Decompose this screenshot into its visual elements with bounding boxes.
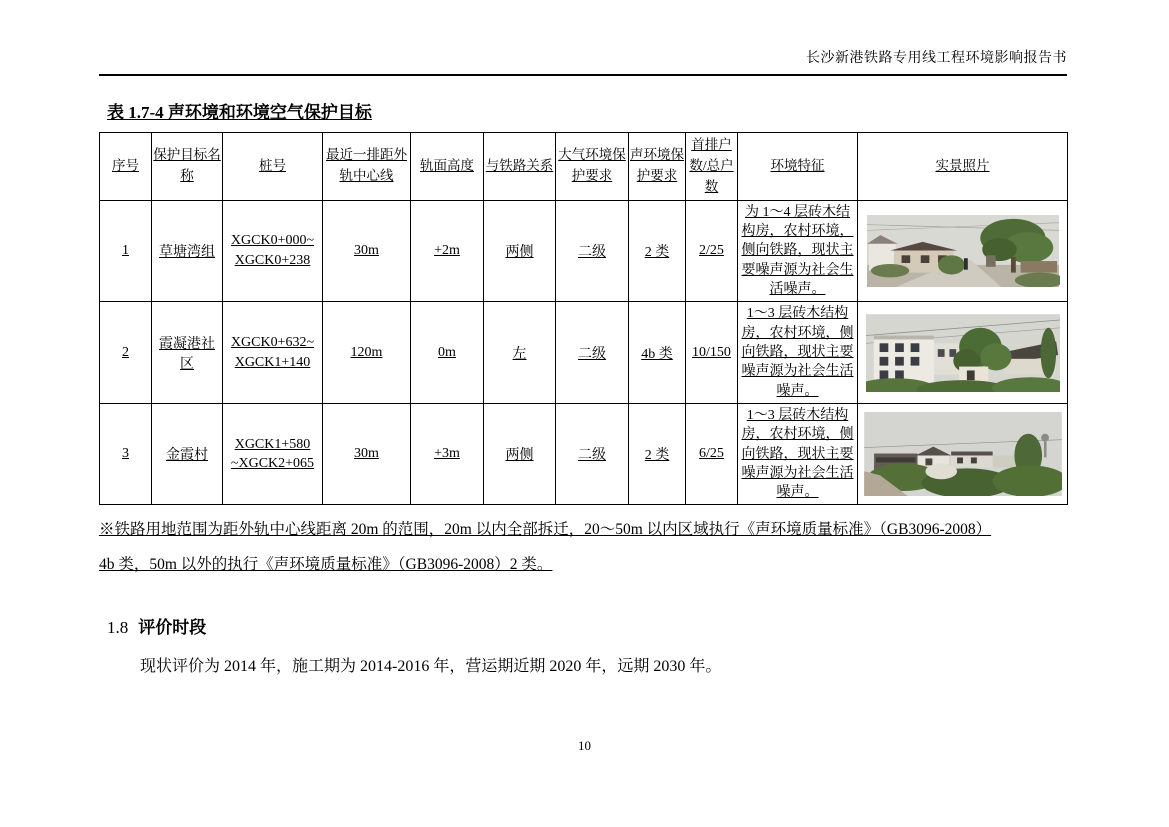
cell-households: 10/150 xyxy=(686,302,738,404)
stake-line-2: ~XGCK2+065 xyxy=(230,456,315,472)
table-header-row xyxy=(100,133,1068,201)
cell-env-feature: 为 1～4 层砖木结构房，农村环境，侧向铁路，现状主要噪声源为社会生活噪声。 xyxy=(738,200,858,302)
stake-line-2: XGCK1+140 xyxy=(234,354,311,370)
cell-distance: 30m xyxy=(323,200,411,302)
cell-name: 霞凝港社区 xyxy=(152,302,223,404)
cell-seq: 1 xyxy=(100,200,152,302)
cell-relation: 两侧 xyxy=(484,403,556,505)
stake-line-1: XGCK0+632~ xyxy=(230,335,315,351)
col-header-seq: 序号 xyxy=(100,133,152,201)
section-title: 评价时段 xyxy=(138,618,207,638)
col-header-households: 首排户数/总户数 xyxy=(686,133,738,201)
stake-line-1: XGCK1+580 xyxy=(234,436,311,452)
section-heading-1-8 xyxy=(107,613,1067,638)
footnote-line-2: 4b 类，50m 以外的执行《声环境质量标准》（GB3096-2008）2 类。 xyxy=(99,556,553,574)
col-header-distance: 最近一排距外轨中心线 xyxy=(323,133,411,201)
cell-site-photo xyxy=(858,302,1068,404)
col-header-env: 环境特征 xyxy=(738,133,858,201)
cell-households: 6/25 xyxy=(686,403,738,505)
cell-distance: 30m xyxy=(323,403,411,505)
table-title: 表 1.7-4 声环境和环境空气保护目标 xyxy=(107,103,372,122)
site-photo-village-road xyxy=(866,215,1060,287)
cell-stake xyxy=(223,200,323,302)
cell-rail-height: 0m xyxy=(411,302,484,404)
site-photo-white-buildings xyxy=(866,314,1060,392)
cell-site-photo xyxy=(858,200,1068,302)
section-body-paragraph: 现状评价为 2014 年，施工期为 2014-2016 年，营运期近期 2020 年，远期 2030 年。 xyxy=(140,658,722,676)
col-header-photo: 实景照片 xyxy=(858,133,1068,201)
cell-noise: 2 类 xyxy=(629,200,686,302)
document-header-title: 长沙新港铁路专用线工程环境影响报告书 xyxy=(806,51,1067,66)
col-header-rail-height: 轨面高度 xyxy=(411,133,484,201)
col-header-stake: 桩号 xyxy=(223,133,323,201)
col-header-relation: 与铁路关系 xyxy=(484,133,556,201)
cell-stake xyxy=(223,403,323,505)
stake-line-2: XGCK0+238 xyxy=(234,253,311,269)
cell-air: 二级 xyxy=(556,403,629,505)
cell-env-feature: 1～3 层砖木结构房，农村环境，侧向铁路，现状主要噪声源为社会生活噪声。 xyxy=(738,403,858,505)
table-row xyxy=(100,302,1068,404)
cell-noise: 2 类 xyxy=(629,403,686,505)
cell-env-feature: 1～3 层砖木结构房，农村环境，侧向铁路，现状主要噪声源为社会生活噪声。 xyxy=(738,302,858,404)
cell-site-photo xyxy=(858,403,1068,505)
cell-stake xyxy=(223,302,323,404)
footnote-line-1: ※铁路用地范围为距外轨中心线距离 20m 的范围，20m 以内全部拆迁，20～50m 以内区域执行《声环境质量标准》（GB3096-2008） xyxy=(99,521,992,539)
table-footnote xyxy=(99,513,1067,583)
table-row xyxy=(100,403,1068,505)
section-number: 1.8 xyxy=(107,618,129,638)
cell-name: 金霞村 xyxy=(152,403,223,505)
site-photo-village-horizon xyxy=(864,412,1062,496)
cell-rail-height: +3m xyxy=(411,403,484,505)
page-number: 10 xyxy=(578,738,591,753)
cell-seq: 2 xyxy=(100,302,152,404)
col-header-name: 保护目标名称 xyxy=(152,133,223,201)
col-header-noise: 声环境保护要求 xyxy=(629,133,686,201)
cell-name: 草塘湾组 xyxy=(152,200,223,302)
cell-seq: 3 xyxy=(100,403,152,505)
cell-relation: 两侧 xyxy=(484,200,556,302)
cell-air: 二级 xyxy=(556,302,629,404)
cell-noise: 4b 类 xyxy=(629,302,686,404)
table-row xyxy=(100,200,1068,302)
cell-households: 2/25 xyxy=(686,200,738,302)
stake-line-1: XGCK0+000~ xyxy=(230,233,315,249)
cell-rail-height: +2m xyxy=(411,200,484,302)
cell-distance: 120m xyxy=(323,302,411,404)
header-divider xyxy=(99,74,1067,76)
col-header-air: 大气环境保护要求 xyxy=(556,133,629,201)
cell-air: 二级 xyxy=(556,200,629,302)
protection-targets-table xyxy=(99,132,1068,505)
cell-relation: 左 xyxy=(484,302,556,404)
